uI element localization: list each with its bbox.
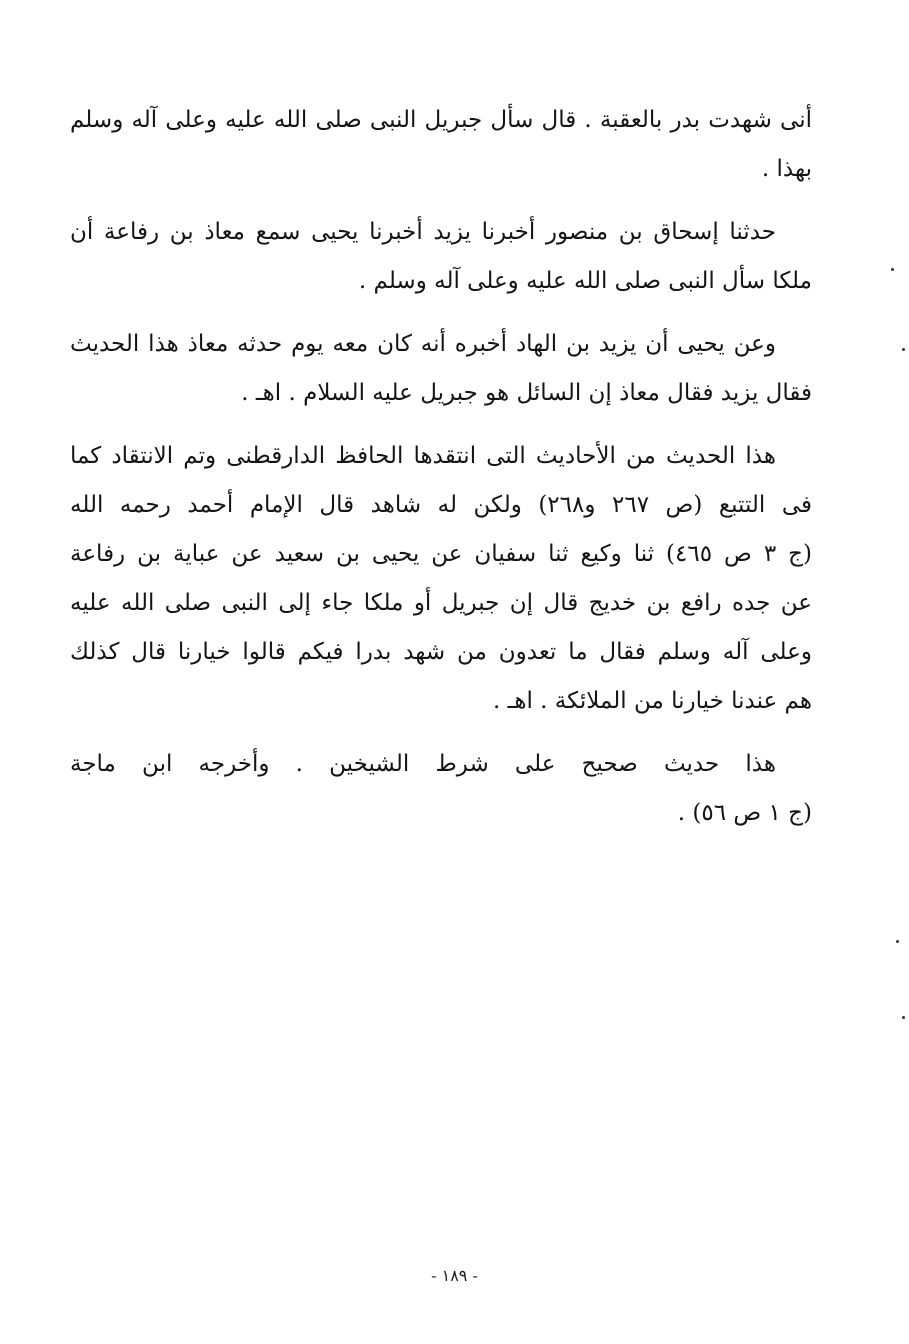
scan-speck bbox=[896, 940, 899, 943]
text-line: وعن يحيى أن يزيد بن الهاد أخبره أنه كان معه يوم حدثه معاذ هذا الحديث bbox=[70, 331, 776, 357]
scan-speck bbox=[902, 348, 905, 351]
paragraph-4 bbox=[70, 432, 812, 726]
text-line: حدثنا إسحاق بن منصور أخبرنا يزيد أخبرنا يحيى سمع معاذ بن رفاعة أن bbox=[70, 219, 776, 245]
text-line: فقال يزيد فقال معاذ إن السائل هو جبريل عليه السلام . اهـ . bbox=[241, 380, 812, 406]
text-line: هم عندنا خيارنا من الملائكة . اهـ . bbox=[492, 688, 812, 714]
text-line: وعلى آله وسلم فقال ما تعدون من شهد بدرا فيكم قالوا خيارنا قال كذلك bbox=[70, 639, 812, 665]
paragraph-1 bbox=[70, 96, 812, 194]
text-line: (ج ١ ص ٥٦) . bbox=[677, 800, 812, 826]
paragraph-3 bbox=[70, 320, 812, 418]
text-line: أنى شهدت بدر بالعقبة . قال سأل جبريل النبى صلى الله عليه وعلى آله وسلم bbox=[70, 107, 812, 133]
scan-speck bbox=[891, 268, 894, 271]
scan-speck bbox=[902, 1016, 905, 1019]
text-line: هذا الحديث من الأحاديث التى انتقدها الحافظ الدارقطنى وتم الانتقاد كما bbox=[70, 443, 776, 469]
text-line: ملكا سأل النبى صلى الله عليه وعلى آله وسلم . bbox=[358, 268, 812, 294]
page-number: - ١٨٩ - bbox=[431, 1266, 478, 1285]
text-line: فى التتبع (ص ٢٦٧ و٢٦٨) ولكن له شاهد قال الإمام أحمد رحمه الله bbox=[70, 492, 812, 518]
text-line: (ج ٣ ص ٤٦٥) ثنا وكيع ثنا سفيان عن يحيى بن سعيد عن عباية بن رفاعة bbox=[70, 541, 812, 567]
paragraph-5 bbox=[70, 740, 812, 838]
text-line: عن جده رافع بن خديج قال إن جبريل أو ملكا جاء إلى النبى صلى الله عليه bbox=[70, 590, 812, 616]
text-line: بهذا . bbox=[761, 156, 812, 182]
text-line: هذا حديث صحيح على شرط الشيخين . وأخرجه ابن ماجة bbox=[70, 751, 776, 777]
paragraph-2 bbox=[70, 208, 812, 306]
page-body bbox=[70, 96, 812, 852]
